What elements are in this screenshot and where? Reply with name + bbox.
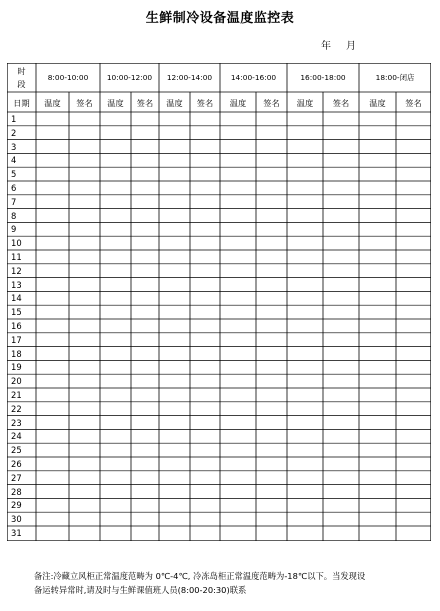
day-number: 19 [11, 362, 22, 373]
day-number: 11 [11, 252, 22, 262]
day-number: 22 [11, 403, 22, 414]
day-number: 26 [11, 459, 22, 469]
signature-column-header: 签名 [332, 98, 350, 108]
day-number: 17 [11, 334, 22, 345]
day-number: 16 [11, 321, 22, 331]
day-number: 3 [11, 141, 17, 152]
day-number: 13 [11, 279, 22, 290]
day-number: 14 [11, 293, 22, 304]
time-slot-header: 18:00-闭店 [375, 73, 415, 82]
time-slot-header: 14:00-16:00 [230, 73, 277, 82]
day-number: 8 [11, 210, 17, 221]
day-number: 28 [11, 486, 22, 497]
day-number: 6 [11, 183, 17, 193]
day-number: 15 [11, 307, 22, 318]
day-number: 4 [11, 155, 17, 166]
day-number: 12 [11, 265, 22, 276]
year-label: 年 [321, 41, 331, 52]
time-slot-header: 10:00-12:00 [106, 73, 153, 82]
temperature-table [7, 63, 431, 541]
signature-column-header: 签名 [405, 98, 422, 108]
temperature-column-header: 温度 [369, 98, 386, 108]
period-label: 时 [17, 66, 26, 76]
day-number: 24 [11, 431, 22, 442]
signature-column-header: 签名 [263, 98, 280, 108]
date-label: 日期 [13, 98, 30, 108]
day-number: 18 [11, 348, 22, 359]
day-number: 30 [11, 514, 22, 525]
day-number: 25 [11, 445, 22, 456]
day-number: 2 [11, 127, 17, 138]
time-slot-header: 16:00-18:00 [300, 73, 346, 82]
day-number: 21 [11, 390, 22, 400]
day-number: 1 [11, 114, 17, 124]
day-number: 10 [11, 238, 22, 249]
day-number: 9 [11, 224, 17, 235]
temperature-column-header: 温度 [229, 98, 247, 108]
note-line-2: 备运转异常时,请及时与生鲜课值班人员(8:00-20:30)联系 [34, 585, 247, 595]
time-slot-header: 8:00-10:00 [47, 73, 89, 82]
month-label: 月 [346, 41, 356, 52]
day-number: 23 [11, 417, 22, 428]
temperature-column-header: 温度 [107, 98, 124, 108]
time-slot-header: 12:00-14:00 [166, 73, 213, 82]
day-number: 27 [11, 472, 22, 483]
signature-column-header: 签名 [136, 98, 154, 108]
temperature-column-header: 温度 [166, 98, 183, 108]
day-number: 29 [11, 500, 22, 511]
note-line-1: 备注:冷藏立风柜正常温度范畴为 0℃-4℃, 冷冻岛柜正常温度范畴为-18℃以下。当发现设 [34, 571, 366, 581]
day-number: 31 [11, 528, 22, 538]
day-number: 20 [11, 376, 22, 387]
signature-column-header: 签名 [76, 98, 93, 108]
table-grid [7, 63, 431, 541]
note-block [34, 569, 434, 597]
temperature-column-header: 温度 [44, 98, 61, 108]
day-number: 7 [11, 196, 17, 207]
period-label: 段 [17, 79, 26, 89]
temperature-column-header: 温度 [296, 98, 314, 108]
day-number: 5 [11, 169, 17, 180]
page-title: 生鲜制冷设备温度监控表 [145, 11, 295, 26]
signature-column-header: 签名 [196, 98, 214, 108]
